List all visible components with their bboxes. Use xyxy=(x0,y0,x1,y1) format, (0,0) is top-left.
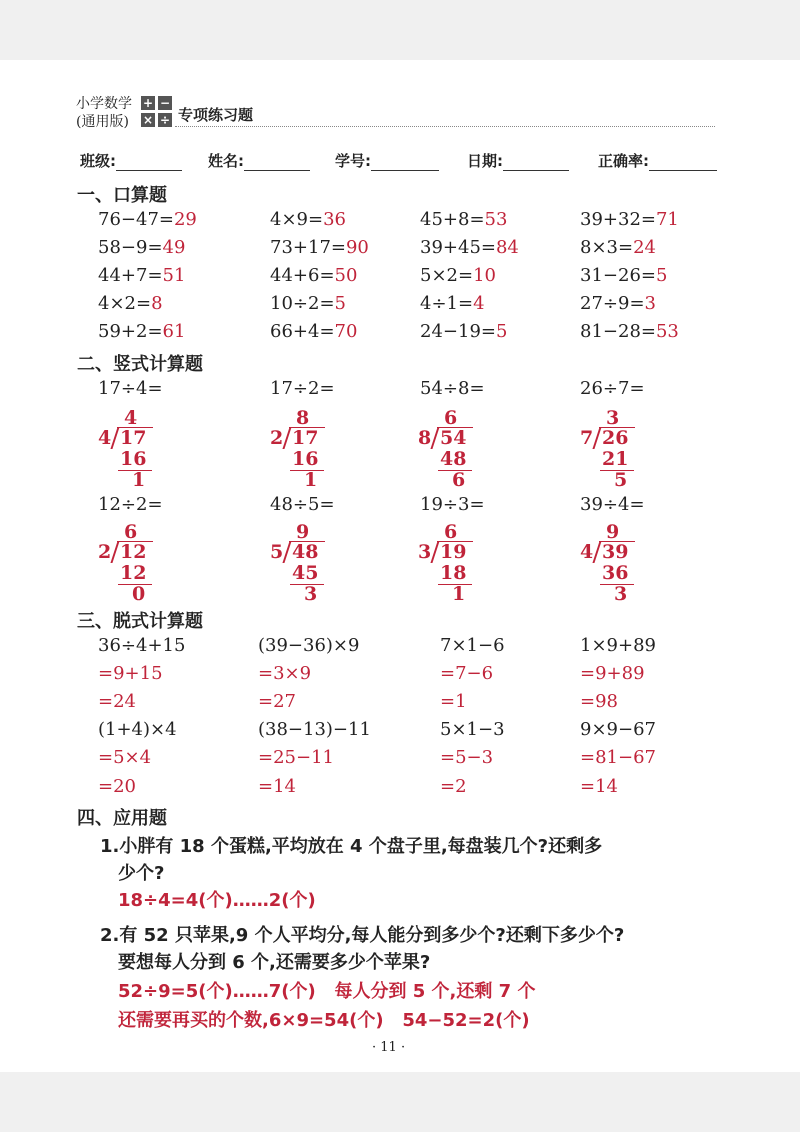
quotient: 3 xyxy=(606,407,620,429)
question-text: 59+2= xyxy=(98,321,163,342)
step-answer: =20 xyxy=(98,776,136,797)
step-answer: =1 xyxy=(440,691,467,712)
step-answer: =25−11 xyxy=(258,747,334,768)
question-text: 44+7= xyxy=(98,265,163,286)
remainder: 0 xyxy=(132,583,146,605)
long-division-question: 17÷4= xyxy=(98,378,163,399)
divisor: 4 xyxy=(98,427,112,449)
answer-text: 90 xyxy=(345,237,369,258)
arithmetic-icons xyxy=(141,96,173,128)
step-question: 36÷4+15 xyxy=(98,635,186,656)
section-title-step-calculation: 三、脱式计算题 xyxy=(77,611,203,632)
step-answer: =14 xyxy=(580,776,618,797)
product: 45 xyxy=(292,562,319,584)
mental-math-item xyxy=(98,237,185,258)
section-title-mental-math: 一、口算题 xyxy=(77,185,167,206)
step-answer: =98 xyxy=(580,691,618,712)
step-question: (38−13)−11 xyxy=(258,719,371,740)
step-answer: =9+15 xyxy=(98,663,163,684)
mental-math-item xyxy=(98,293,163,314)
page-number: · 11 · xyxy=(372,1040,406,1055)
remainder: 3 xyxy=(304,583,318,605)
quotient: 6 xyxy=(124,521,138,543)
answer-text: 84 xyxy=(495,237,519,258)
product: 18 xyxy=(440,562,467,584)
step-answer: =2 xyxy=(440,776,467,797)
question-text: 8×3= xyxy=(580,237,634,258)
mental-math-item xyxy=(580,321,679,342)
mental-math-item xyxy=(270,321,357,342)
division-bracket xyxy=(592,427,601,449)
product: 12 xyxy=(120,562,147,584)
mental-math-item xyxy=(580,265,667,286)
header-divider xyxy=(175,126,715,127)
dividend: 39 xyxy=(602,541,629,563)
step-answer: =81−67 xyxy=(580,747,656,768)
answer-text: 29 xyxy=(173,209,197,230)
divide-icon: ÷ xyxy=(159,113,171,127)
mental-math-item xyxy=(420,321,507,342)
problem-2-answer-line1: 52÷9=5(个)……7(个) 每人分到 5 个,还剩 7 个 xyxy=(118,981,536,1002)
answer-text: 53 xyxy=(655,321,679,342)
mental-math-item xyxy=(98,321,185,342)
division-bracket xyxy=(110,541,119,563)
question-text: 76−47= xyxy=(98,209,174,230)
step-question: 1×9+89 xyxy=(580,635,656,656)
answer-text: 50 xyxy=(334,265,358,286)
divisor: 7 xyxy=(580,427,594,449)
accuracy-blank[interactable] xyxy=(649,154,717,171)
minus-icon: − xyxy=(159,96,171,110)
name-label: 姓名: xyxy=(208,152,244,170)
step-question: 9×9−67 xyxy=(580,719,656,740)
student-id-field xyxy=(335,150,439,171)
accuracy-label: 正确率: xyxy=(598,152,649,170)
long-division-question: 48÷5= xyxy=(270,494,335,515)
long-division-question: 17÷2= xyxy=(270,378,335,399)
step-answer: =27 xyxy=(258,691,296,712)
divisor: 3 xyxy=(418,541,432,563)
quotient: 6 xyxy=(444,407,458,429)
question-text: 39+45= xyxy=(420,237,496,258)
question-text: 39+32= xyxy=(580,209,656,230)
remainder: 3 xyxy=(614,583,628,605)
divisor: 5 xyxy=(270,541,284,563)
class-field xyxy=(80,150,182,171)
mental-math-item xyxy=(420,293,485,314)
step-question: (1+4)×4 xyxy=(98,719,177,740)
long-division-question: 12÷2= xyxy=(98,494,163,515)
step-answer: =5×4 xyxy=(98,747,152,768)
step-answer: =5−3 xyxy=(440,747,494,768)
question-text: 31−26= xyxy=(580,265,656,286)
question-text: 81−28= xyxy=(580,321,656,342)
dividend: 48 xyxy=(292,541,319,563)
remainder: 1 xyxy=(452,583,466,605)
remainder: 1 xyxy=(132,469,146,491)
answer-text: 24 xyxy=(633,237,656,258)
mental-math-item xyxy=(580,293,656,314)
times-icon: × xyxy=(142,113,154,127)
answer-text: 51 xyxy=(162,265,186,286)
mental-math-item xyxy=(98,209,197,230)
mental-math-item xyxy=(420,209,507,230)
remainder: 5 xyxy=(614,469,628,491)
section-title-long-division: 二、竖式计算题 xyxy=(77,354,203,375)
division-bracket xyxy=(282,541,291,563)
bottom-margin-band xyxy=(0,1072,800,1132)
question-text: 73+17= xyxy=(270,237,346,258)
name-field xyxy=(208,150,310,171)
mental-math-item xyxy=(580,209,679,230)
answer-text: 4 xyxy=(473,293,485,314)
problem-1-text-line1: 1.小胖有 18 个蛋糕,平均放在 4 个盘子里,每盘装几个?还剩多 xyxy=(100,836,603,857)
question-text: 45+8= xyxy=(420,209,485,230)
long-division-question: 39÷4= xyxy=(580,494,645,515)
division-bracket xyxy=(282,427,291,449)
date-blank[interactable] xyxy=(503,154,569,171)
step-answer: =3×9 xyxy=(258,663,312,684)
divisor: 4 xyxy=(580,541,594,563)
class-label: 班级: xyxy=(80,152,116,170)
product: 16 xyxy=(292,448,319,470)
mental-math-item xyxy=(420,237,519,258)
problem-2-text-line1: 2.有 52 只苹果,9 个人平均分,每人能分到多少个?还剩下多少个? xyxy=(100,925,625,946)
quotient: 9 xyxy=(296,521,310,543)
problem-1-answer: 18÷4=4(个)……2(个) xyxy=(118,890,316,911)
question-text: 66+4= xyxy=(270,321,335,342)
long-division-question: 54÷8= xyxy=(420,378,485,399)
answer-text: 10 xyxy=(473,265,496,286)
series-label-line2: (通用版) xyxy=(76,114,129,130)
answer-text: 70 xyxy=(334,321,358,342)
step-question: (39−36)×9 xyxy=(258,635,360,656)
mental-math-item xyxy=(270,293,346,314)
date-field xyxy=(467,150,569,171)
mental-math-item xyxy=(270,209,346,230)
step-question: 5×1−3 xyxy=(440,719,505,740)
question-text: 5×2= xyxy=(420,265,474,286)
quotient: 4 xyxy=(124,407,138,429)
quotient: 6 xyxy=(444,521,458,543)
question-text: 4×9= xyxy=(270,209,324,230)
division-bracket xyxy=(430,541,439,563)
divisor: 8 xyxy=(418,427,432,449)
answer-text: 53 xyxy=(484,209,508,230)
long-division-question: 26÷7= xyxy=(580,378,645,399)
class-blank[interactable] xyxy=(116,154,182,171)
problem-1-text-line2: 少个? xyxy=(118,863,165,884)
divisor: 2 xyxy=(98,541,112,563)
name-blank[interactable] xyxy=(244,154,310,171)
step-answer: =9+89 xyxy=(580,663,645,684)
student-id-label: 学号: xyxy=(335,152,371,170)
step-answer: =14 xyxy=(258,776,296,797)
remainder: 1 xyxy=(304,469,318,491)
quotient: 9 xyxy=(606,521,620,543)
step-answer: =24 xyxy=(98,691,136,712)
question-text: 44+6= xyxy=(270,265,335,286)
remainder: 6 xyxy=(452,469,466,491)
series-label-line1: 小学数学 xyxy=(76,96,132,112)
dividend: 12 xyxy=(120,541,147,563)
page-title: 专项练习题 xyxy=(178,106,254,124)
product: 48 xyxy=(440,448,467,470)
section-title-word-problems: 四、应用题 xyxy=(77,808,167,829)
dividend: 17 xyxy=(292,427,319,449)
step-answer: =7−6 xyxy=(440,663,494,684)
question-text: 4×2= xyxy=(98,293,152,314)
problem-2-answer-line2: 还需要再买的个数,6×9=54(个) 54−52=2(个) xyxy=(118,1010,530,1031)
dividend: 17 xyxy=(120,427,147,449)
dividend: 54 xyxy=(440,427,467,449)
student-id-blank[interactable] xyxy=(371,154,439,171)
accuracy-field xyxy=(598,150,717,171)
answer-text: 5 xyxy=(495,321,508,342)
step-question: 7×1−6 xyxy=(440,635,505,656)
answer-text: 36 xyxy=(323,209,346,230)
top-margin-band xyxy=(0,0,800,60)
long-division-question: 19÷3= xyxy=(420,494,485,515)
question-text: 24−19= xyxy=(420,321,496,342)
question-text: 27÷9= xyxy=(580,293,645,314)
question-text: 58−9= xyxy=(98,237,163,258)
answer-text: 5 xyxy=(334,293,346,314)
answer-text: 3 xyxy=(644,293,656,314)
answer-text: 49 xyxy=(162,237,186,258)
mental-math-item xyxy=(98,265,185,286)
answer-text: 8 xyxy=(151,293,163,314)
dividend: 26 xyxy=(602,427,629,449)
division-bracket xyxy=(592,541,601,563)
division-bracket xyxy=(430,427,439,449)
divisor: 2 xyxy=(270,427,284,449)
division-bracket xyxy=(110,427,119,449)
question-text: 10÷2= xyxy=(270,293,335,314)
mental-math-item xyxy=(270,265,357,286)
answer-text: 5 xyxy=(655,265,668,286)
mental-math-item xyxy=(420,265,496,286)
answer-text: 71 xyxy=(655,209,679,230)
product: 36 xyxy=(602,562,629,584)
date-label: 日期: xyxy=(467,152,503,170)
problem-2-text-line2: 要想每人分到 6 个,还需要多少个苹果? xyxy=(118,952,431,973)
answer-text: 61 xyxy=(162,321,186,342)
dividend: 19 xyxy=(440,541,467,563)
product: 21 xyxy=(602,448,629,470)
question-text: 4÷1= xyxy=(420,293,474,314)
mental-math-item xyxy=(580,237,656,258)
mental-math-item xyxy=(270,237,369,258)
quotient: 8 xyxy=(296,407,310,429)
plus-icon: + xyxy=(142,96,154,110)
product: 16 xyxy=(120,448,147,470)
